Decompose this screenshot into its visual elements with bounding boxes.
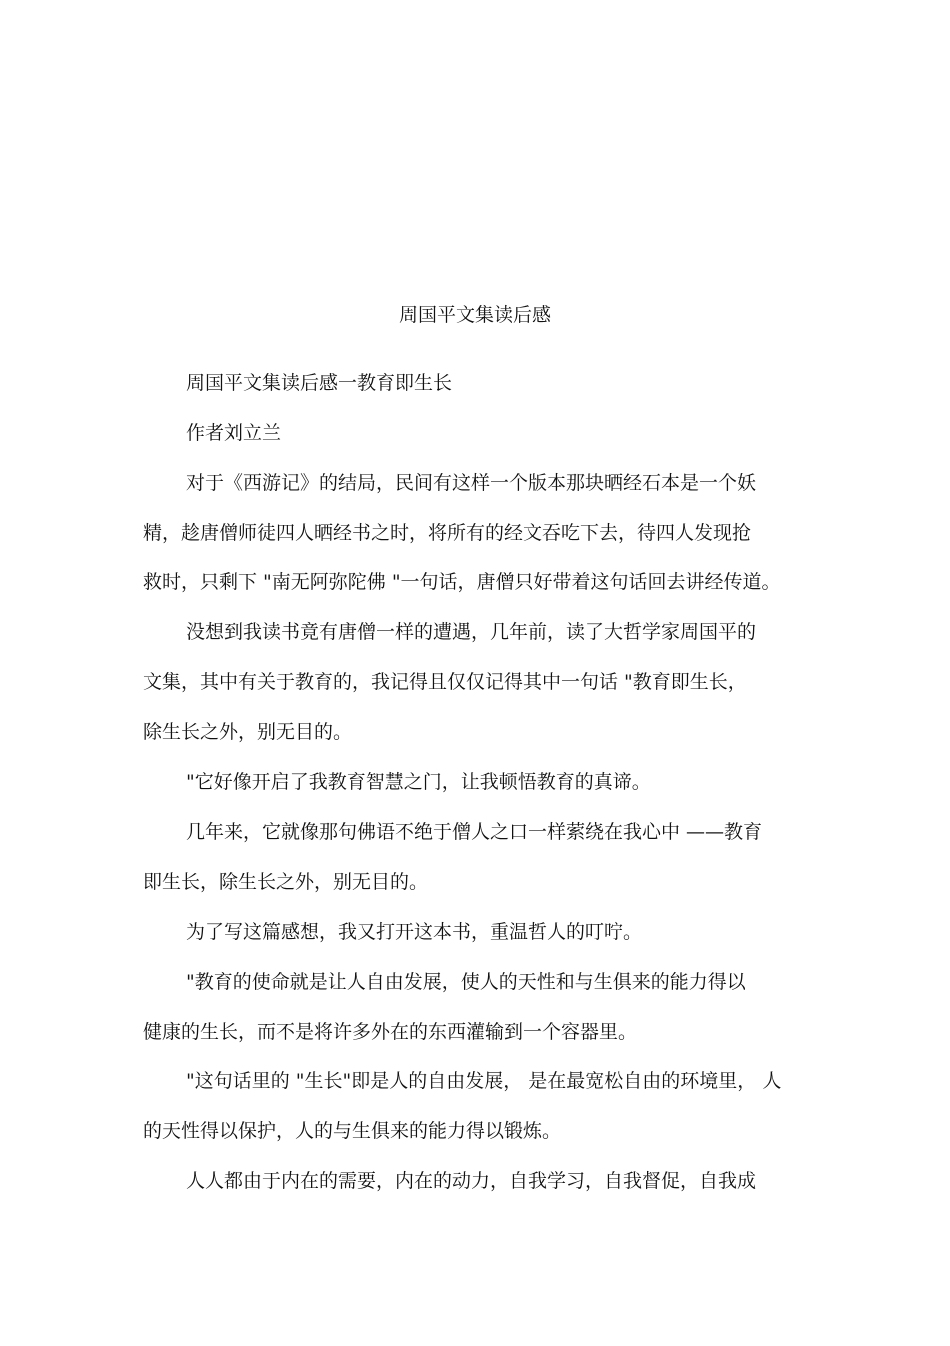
text-line: 即生长，除生长之外，别无目的。: [143, 871, 429, 893]
text-line: "教育的使命就是让人自由发展，使人的天性和与生俱来的能力得以: [186, 971, 746, 993]
text-line: 精，趁唐僧师徒四人晒经书之时，将所有的经文吞吃下去，待四人发现抢: [143, 522, 752, 544]
author-line: 作者刘立兰: [186, 422, 282, 444]
text-line: 为了写这篇感想，我又打开这本书，重温哲人的叮咛。: [186, 921, 643, 943]
text-line: "这句话里的 "生长"即是人的自由发展， 是在最宽松自由的环境里， 人: [186, 1070, 782, 1092]
text-line: 除生长之外，别无目的。: [143, 721, 353, 743]
text-line: 几年来，它就像那句佛语不绝于僧人之口一样萦绕在我心中 ——教育: [186, 821, 763, 843]
text-line: 救时，只剩下 "南无阿弥陀佛 "一句话，唐僧只好带着这句话回去讲经传道。: [143, 571, 781, 593]
text-line: 没想到我读书竟有唐僧一样的遭遇，几年前，读了大哲学家周国平的: [186, 621, 757, 643]
text-line: 健康的生长，而不是将许多外在的东西灌输到一个容器里。: [143, 1021, 638, 1043]
text-line: 人人都由于内在的需要，内在的动力，自我学习，自我督促，自我成: [186, 1170, 757, 1192]
text-line: 文集，其中有关于教育的，我记得且仅仅记得其中一句话 "教育即生长，: [143, 671, 747, 693]
text-line: 对于《西游记》的结局，民间有这样一个版本那块晒经石本是一个妖: [186, 472, 757, 494]
subtitle-line: 周国平文集读后感一教育即生长: [186, 372, 453, 394]
document-title: 周国平文集读后感: [398, 304, 551, 326]
text-line: 的天性得以保护，人的与生俱来的能力得以锻炼。: [143, 1120, 562, 1142]
text-line: "它好像开启了我教育智慧之门，让我顿悟教育的真谛。: [186, 771, 651, 793]
